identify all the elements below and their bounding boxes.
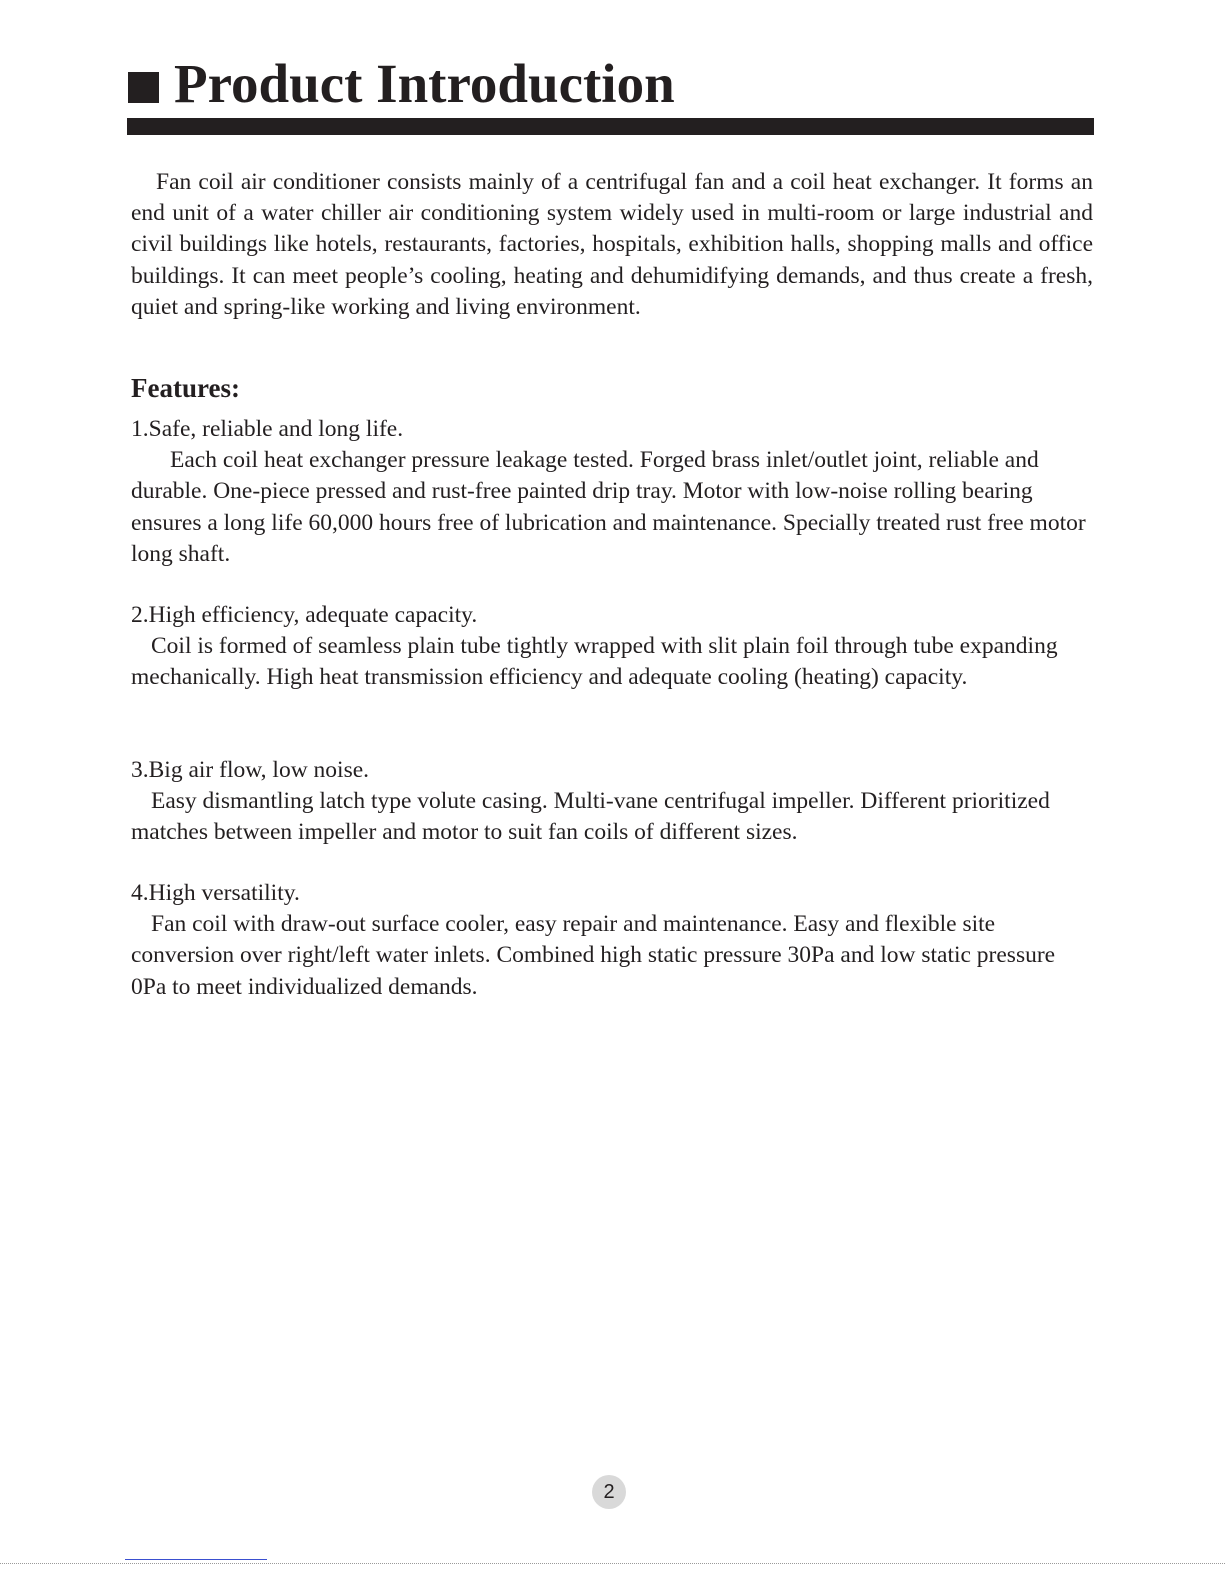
feature-item-1 xyxy=(131,414,1091,570)
feature-title: 2.High efficiency, adequate capacity. xyxy=(131,602,478,628)
feature-title: 1.Safe, reliable and long life. xyxy=(131,416,404,442)
feature-description: Each coil heat exchanger pressure leakage tested. Forged brass inlet/outlet joint, reliable and durable. One-piece pressed and rust-free painted drip tray. Motor with low-noise rolling bearing ensures a long life 60,000 hours free of lubrication and maintenance. Specially treated rust free motor long shaft. xyxy=(131,447,1086,567)
feature-item-3 xyxy=(131,755,1091,849)
page-number: 2 xyxy=(592,1475,626,1509)
footer-line-mark xyxy=(125,1559,267,1560)
feature-description: Coil is formed of seamless plain tube tightly wrapped with slit plain foil through tube expanding mechanically. High heat transmission efficiency and adequate cooling (heating) capacity. xyxy=(131,633,1058,691)
intro-paragraph xyxy=(131,167,1093,323)
page-title-block xyxy=(128,50,1093,118)
feature-description: Fan coil with draw-out surface cooler, easy repair and maintenance. Easy and flexible site conversion over right/left water inlets. Combined high static pressure 30Pa and low static pressure 0Pa to meet individualized demands. xyxy=(131,911,1056,1000)
page-title: Product Introduction xyxy=(174,53,675,114)
intro-text: Fan coil air conditioner consists mainly of a centrifugal fan and a coil heat exchanger. It forms an end unit of a water chiller air conditioning system widely used in multi-room or large industrial and civil buildings like hotels, restaurants, factories, hospitals, exhibition halls, shopping malls and office buildings. It can meet people’s cooling, heating and dehumidifying demands, and thus create a fresh, quiet and spring-like working and living environment. xyxy=(131,169,1093,320)
page-bottom-divider xyxy=(0,1563,1225,1564)
title-underline-bar xyxy=(127,118,1094,135)
feature-title: 3.Big air flow, low noise. xyxy=(131,757,370,783)
features-heading: Features: xyxy=(131,373,240,403)
feature-item-4 xyxy=(131,878,1091,1003)
feature-description: Easy dismantling latch type volute casing. Multi-vane centrifugal impeller. Different prioritized matches between impeller and motor to suit fan coils of different sizes. xyxy=(131,788,1050,846)
feature-item-2 xyxy=(131,600,1091,694)
feature-title: 4.High versatility. xyxy=(131,880,300,906)
title-square-bullet-icon xyxy=(128,72,159,103)
